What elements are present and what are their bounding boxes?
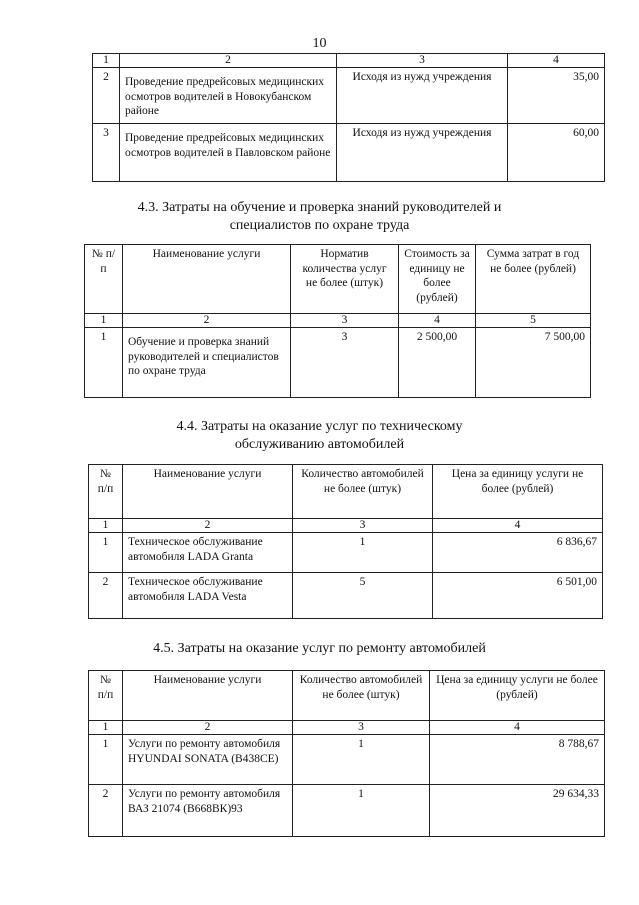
header-cell: № п/п	[89, 465, 123, 519]
colnum: 1	[89, 519, 123, 533]
header-cell: Сумма затрат в год не более (рублей)	[476, 245, 591, 314]
table-row	[89, 785, 605, 837]
row-number: 2	[89, 573, 123, 619]
section-heading-4-4	[0, 418, 639, 454]
header-cell: № п/п	[89, 671, 123, 721]
row-number: 3	[93, 124, 120, 182]
table-row	[89, 735, 605, 785]
row-number: 1	[89, 533, 123, 573]
header-cell: Наименование услуги	[123, 671, 293, 721]
price: 35,00	[508, 68, 605, 124]
colnum: 4	[430, 721, 605, 735]
header-row	[89, 671, 605, 721]
price: 6 836,67	[433, 533, 603, 573]
colnum: 1	[85, 314, 123, 328]
service-name: Техническое обслуживание автомобиля LADA Vesta	[123, 573, 293, 619]
quantity: 1	[293, 533, 433, 573]
row-number: 1	[85, 328, 123, 398]
quantity: 1	[293, 735, 430, 785]
header-cell: Наименование услуги	[123, 465, 293, 519]
colnum: 2	[123, 519, 293, 533]
colnum: 3	[293, 519, 433, 533]
price: 29 634,33	[430, 785, 605, 837]
colnum: 2	[120, 54, 337, 68]
service-name: Проведение предрейсовых медицинских осмотров водителей в Павловском районе	[120, 124, 337, 182]
header-cell: Количество автомобилей не более (штук)	[293, 671, 430, 721]
colnum: 5	[476, 314, 591, 328]
table-medical-checks	[92, 53, 605, 182]
colnum: 1	[89, 721, 123, 735]
row-number: 2	[93, 68, 120, 124]
table-row	[93, 124, 605, 182]
header-cell: Цена за единицу услуги не более (рублей)	[430, 671, 605, 721]
service-name: Техническое обслуживание автомобиля LADA Granta	[123, 533, 293, 573]
colnum: 2	[123, 314, 291, 328]
heading-line: обслуживанию автомобилей	[234, 437, 405, 452]
quantity: 3	[291, 328, 399, 398]
header-cell: Норматив количества услуг не более (штук)	[291, 245, 399, 314]
service-name: Обучение и проверка знаний руководителей и специалистов по охране труда	[123, 328, 291, 398]
colnum: 4	[433, 519, 603, 533]
quantity: Исходя из нужд учреждения	[337, 124, 508, 182]
header-row	[89, 465, 603, 519]
header-cell: № п/п	[85, 245, 123, 314]
colnum: 4	[508, 54, 605, 68]
service-name: Услуги по ремонту автомобиля HYUNDAI SONATA (В438СЕ)	[123, 735, 293, 785]
colnum: 3	[293, 721, 430, 735]
header-cell: Количество автомобилей не более (штук)	[293, 465, 433, 519]
service-name: Проведение предрейсовых медицинских осмотров водителей в Новокубанском районе	[120, 68, 337, 124]
colnum: 3	[337, 54, 508, 68]
table-row	[93, 68, 605, 124]
column-numbers-row	[89, 721, 605, 735]
column-numbers-row	[85, 314, 591, 328]
heading-line: специалистов по охране труда	[229, 218, 410, 233]
price: 8 788,67	[430, 735, 605, 785]
header-cell: Цена за единицу услуги не более (рублей)	[433, 465, 603, 519]
table-row	[89, 533, 603, 573]
section-heading-4-3	[0, 199, 639, 235]
heading-line: 4.3. Затраты на обучение и проверка знаний руководителей и	[137, 200, 502, 215]
section-heading-4-5	[0, 640, 639, 658]
header-row	[85, 245, 591, 314]
unit-price: 2 500,00	[399, 328, 476, 398]
quantity: 5	[293, 573, 433, 619]
colnum: 4	[399, 314, 476, 328]
heading-line: 4.4. Затраты на оказание услуг по техническому	[176, 419, 463, 434]
heading-line: 4.5. Затраты на оказание услуг по ремонту автомобилей	[153, 641, 486, 656]
service-name: Услуги по ремонту автомобиля ВАЗ 21074 (В668ВК)93	[123, 785, 293, 837]
colnum: 3	[291, 314, 399, 328]
header-cell: Стоимость за единицу не более (рублей)	[399, 245, 476, 314]
page-number: 10	[312, 36, 327, 51]
column-numbers-row	[89, 519, 603, 533]
table-row	[89, 573, 603, 619]
table-row	[85, 328, 591, 398]
table-maintenance	[88, 464, 603, 619]
quantity: Исходя из нужд учреждения	[337, 68, 508, 124]
colnum: 2	[123, 721, 293, 735]
price: 6 501,00	[433, 573, 603, 619]
column-numbers-row	[93, 54, 605, 68]
table-training	[84, 244, 591, 398]
row-number: 1	[89, 735, 123, 785]
annual-sum: 7 500,00	[476, 328, 591, 398]
row-number: 2	[89, 785, 123, 837]
header-cell: Наименование услуги	[123, 245, 291, 314]
colnum: 1	[93, 54, 120, 68]
price: 60,00	[508, 124, 605, 182]
quantity: 1	[293, 785, 430, 837]
table-repair	[88, 670, 605, 837]
